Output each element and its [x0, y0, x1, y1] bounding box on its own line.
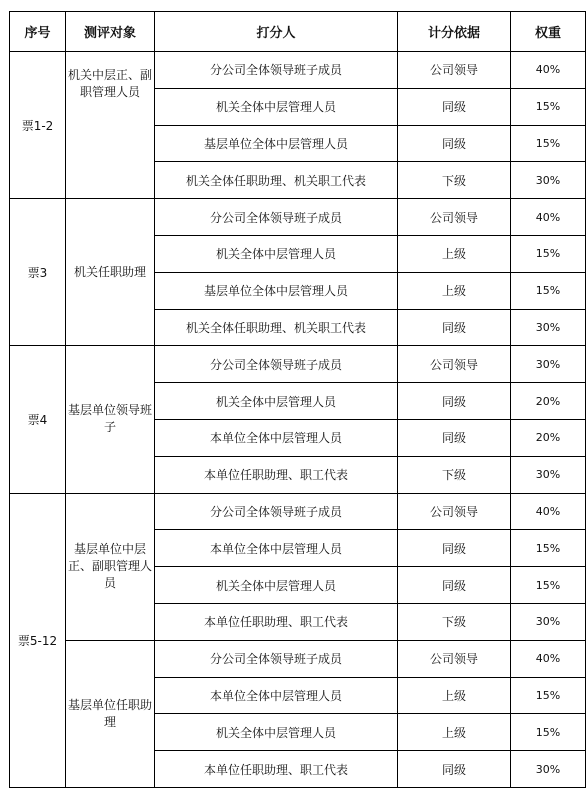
target-cell: 机关任职助理 [66, 199, 155, 346]
seq-cell: 票4 [10, 346, 66, 493]
basis-cell: 上级 [398, 714, 511, 751]
weight-cell: 40% [511, 52, 586, 89]
target-cell: 机关中层正、副职管理人员 [66, 52, 155, 199]
weight-cell: 30% [511, 456, 586, 493]
target-cell: 基层单位任职助理 [66, 640, 155, 787]
weight-cell: 15% [511, 714, 586, 751]
scorer-cell: 机关全体中层管理人员 [155, 235, 398, 272]
seq-cell: 票1-2 [10, 52, 66, 199]
basis-cell: 公司领导 [398, 493, 511, 530]
weight-cell: 40% [511, 199, 586, 236]
scorer-cell: 本单位任职助理、职工代表 [155, 751, 398, 788]
weight-cell: 30% [511, 162, 586, 199]
scorer-cell: 本单位任职助理、职工代表 [155, 456, 398, 493]
table-row [10, 52, 586, 89]
weight-cell: 30% [511, 309, 586, 346]
table-row [10, 346, 586, 383]
basis-cell: 同级 [398, 309, 511, 346]
basis-cell: 同级 [398, 751, 511, 788]
scorer-cell: 分公司全体领导班子成员 [155, 640, 398, 677]
scorer-cell: 机关全体中层管理人员 [155, 567, 398, 604]
table-row [10, 640, 586, 677]
header-basis: 计分依据 [398, 12, 511, 52]
basis-cell: 同级 [398, 567, 511, 604]
basis-cell: 下级 [398, 603, 511, 640]
weight-cell: 30% [511, 603, 586, 640]
seq-cell: 票3 [10, 199, 66, 346]
scorer-cell: 分公司全体领导班子成员 [155, 52, 398, 89]
weight-cell: 15% [511, 530, 586, 567]
basis-cell: 公司领导 [398, 640, 511, 677]
weight-cell: 20% [511, 383, 586, 420]
basis-cell: 公司领导 [398, 199, 511, 236]
weight-cell: 15% [511, 125, 586, 162]
basis-cell: 同级 [398, 383, 511, 420]
target-cell: 基层单位领导班子 [66, 346, 155, 493]
table-row [10, 493, 586, 530]
table-row [10, 199, 586, 236]
weight-cell: 15% [511, 88, 586, 125]
basis-cell: 同级 [398, 125, 511, 162]
evaluation-weight-table [9, 11, 586, 788]
scorer-cell: 本单位任职助理、职工代表 [155, 603, 398, 640]
basis-cell: 同级 [398, 419, 511, 456]
header-row [10, 12, 586, 52]
target-cell: 基层单位中层正、副职管理人员 [66, 493, 155, 640]
header-scorer: 打分人 [155, 12, 398, 52]
weight-cell: 15% [511, 235, 586, 272]
weight-cell: 15% [511, 567, 586, 604]
basis-cell: 上级 [398, 677, 511, 714]
scorer-cell: 机关全体任职助理、机关职工代表 [155, 309, 398, 346]
scorer-cell: 分公司全体领导班子成员 [155, 199, 398, 236]
scorer-cell: 基层单位全体中层管理人员 [155, 272, 398, 309]
scorer-cell: 分公司全体领导班子成员 [155, 493, 398, 530]
basis-cell: 同级 [398, 88, 511, 125]
scorer-cell: 基层单位全体中层管理人员 [155, 125, 398, 162]
basis-cell: 上级 [398, 235, 511, 272]
header-weight: 权重 [511, 12, 586, 52]
scorer-cell: 机关全体中层管理人员 [155, 383, 398, 420]
basis-cell: 公司领导 [398, 346, 511, 383]
scorer-cell: 分公司全体领导班子成员 [155, 346, 398, 383]
scorer-cell: 机关全体中层管理人员 [155, 88, 398, 125]
scorer-cell: 本单位全体中层管理人员 [155, 677, 398, 714]
weight-cell: 30% [511, 346, 586, 383]
basis-cell: 同级 [398, 530, 511, 567]
weight-cell: 15% [511, 677, 586, 714]
basis-cell: 下级 [398, 456, 511, 493]
weight-cell: 30% [511, 751, 586, 788]
seq-cell: 票5-12 [10, 493, 66, 787]
weight-cell: 40% [511, 640, 586, 677]
scorer-cell: 本单位全体中层管理人员 [155, 419, 398, 456]
basis-cell: 上级 [398, 272, 511, 309]
scorer-cell: 机关全体中层管理人员 [155, 714, 398, 751]
scorer-cell: 机关全体任职助理、机关职工代表 [155, 162, 398, 199]
weight-cell: 20% [511, 419, 586, 456]
weight-cell: 15% [511, 272, 586, 309]
scorer-cell: 本单位全体中层管理人员 [155, 530, 398, 567]
basis-cell: 下级 [398, 162, 511, 199]
basis-cell: 公司领导 [398, 52, 511, 89]
weight-cell: 40% [511, 493, 586, 530]
header-target: 测评对象 [66, 12, 155, 52]
header-seq: 序号 [10, 12, 66, 52]
